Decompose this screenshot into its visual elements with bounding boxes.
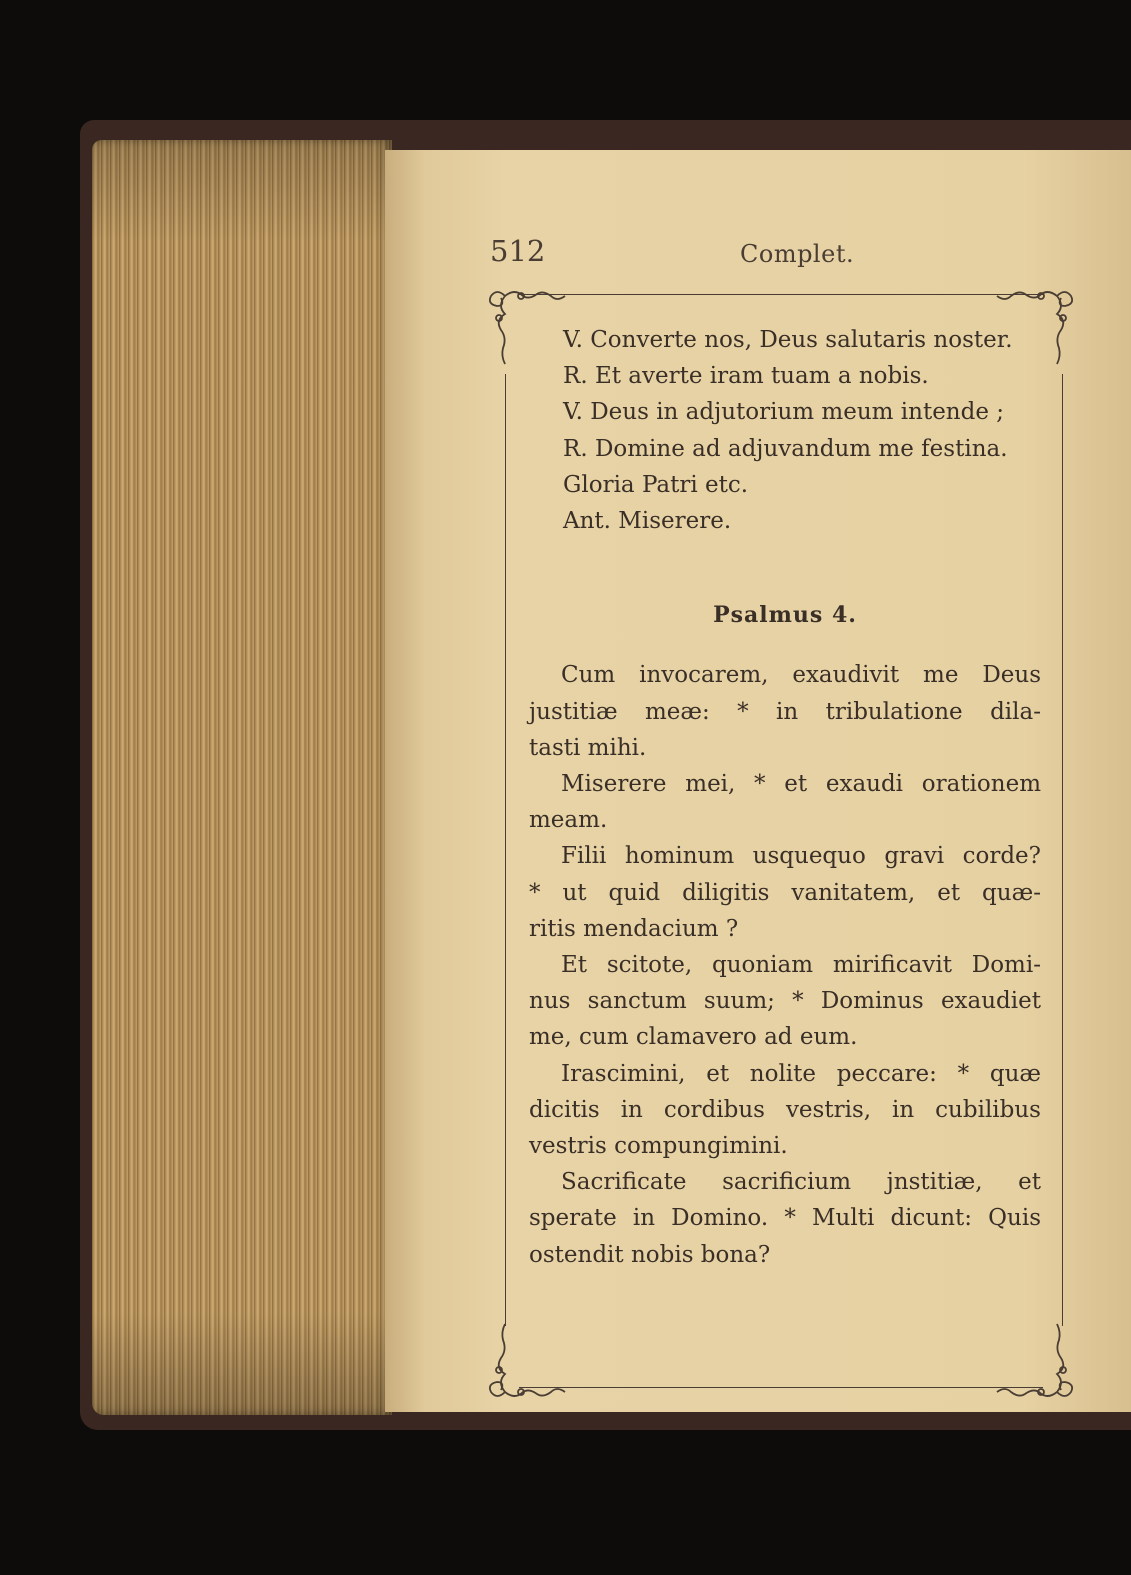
text-line: Irascimini, et nolite peccare: * quæ	[561, 1060, 1041, 1087]
text-line: ritis mendacium ?	[529, 915, 739, 942]
frame-rule-bottom	[519, 1387, 1043, 1388]
running-title: Complet.	[740, 240, 855, 268]
text-line: Sacrificate sacrificium jnstitiæ, et	[561, 1169, 1041, 1196]
book-page	[385, 150, 1131, 1412]
frame-rule-right	[1062, 374, 1063, 1326]
text-line: justitiæ meæ: * in tribulatione dila-	[529, 698, 1041, 725]
page-edges	[92, 140, 392, 1415]
text-line: sperate in Domino. * Multi dicunt: Quis	[529, 1205, 1041, 1232]
response: R. Et averte iram tuam a nobis.	[563, 363, 929, 390]
psalm-verse	[529, 1056, 1041, 1165]
frame-rule-left	[505, 374, 506, 1326]
text-line: ostendit nobis bona?	[529, 1241, 771, 1268]
text-line: nus sanctum suum; * Dominus exaudiet	[529, 988, 1041, 1015]
psalm-verse	[529, 947, 1041, 1056]
psalm-verse	[529, 657, 1041, 766]
versicle: V. Deus in adjutorium meum intende ;	[563, 399, 1005, 426]
corner-ornament-icon	[987, 1316, 1077, 1406]
text-line: Miserere mei, * et exaudi orationem	[561, 771, 1041, 798]
versicle: V. Converte nos, Deus salutaris noster.	[563, 327, 1013, 353]
text-line: * ut quid diligitis vanitatem, et quæ-	[529, 879, 1041, 906]
psalm-verse	[529, 766, 1041, 838]
text-line: me, cum clamavero ad eum.	[529, 1024, 858, 1051]
psalm-title: Psalmus 4.	[713, 602, 857, 629]
psalm-verse	[529, 838, 1041, 947]
response: R. Domine ad adjuvandum me festina.	[563, 435, 1008, 462]
psalm-verse	[529, 1164, 1041, 1273]
text-line: dicitis in cordibus vestris, in cubilibus	[529, 1096, 1041, 1123]
antiphon: Ant. Miserere.	[563, 508, 732, 535]
text-line: tasti mihi.	[529, 734, 647, 761]
text-line: vestris compungimini.	[529, 1133, 788, 1160]
page-text	[529, 322, 1041, 1273]
text-line: Cum invocarem, exaudivit me Deus	[561, 662, 1041, 689]
corner-ornament-icon	[485, 1316, 575, 1406]
text-line: meam.	[529, 807, 608, 834]
frame-rule-top	[519, 294, 1043, 295]
gloria-line: Gloria Patri etc.	[563, 471, 749, 498]
text-line: Et scitote, quoniam mirificavit Domi-	[561, 952, 1041, 979]
page-number: 512	[490, 234, 546, 268]
text-line: Filii hominum usquequo gravi corde?	[561, 843, 1041, 870]
